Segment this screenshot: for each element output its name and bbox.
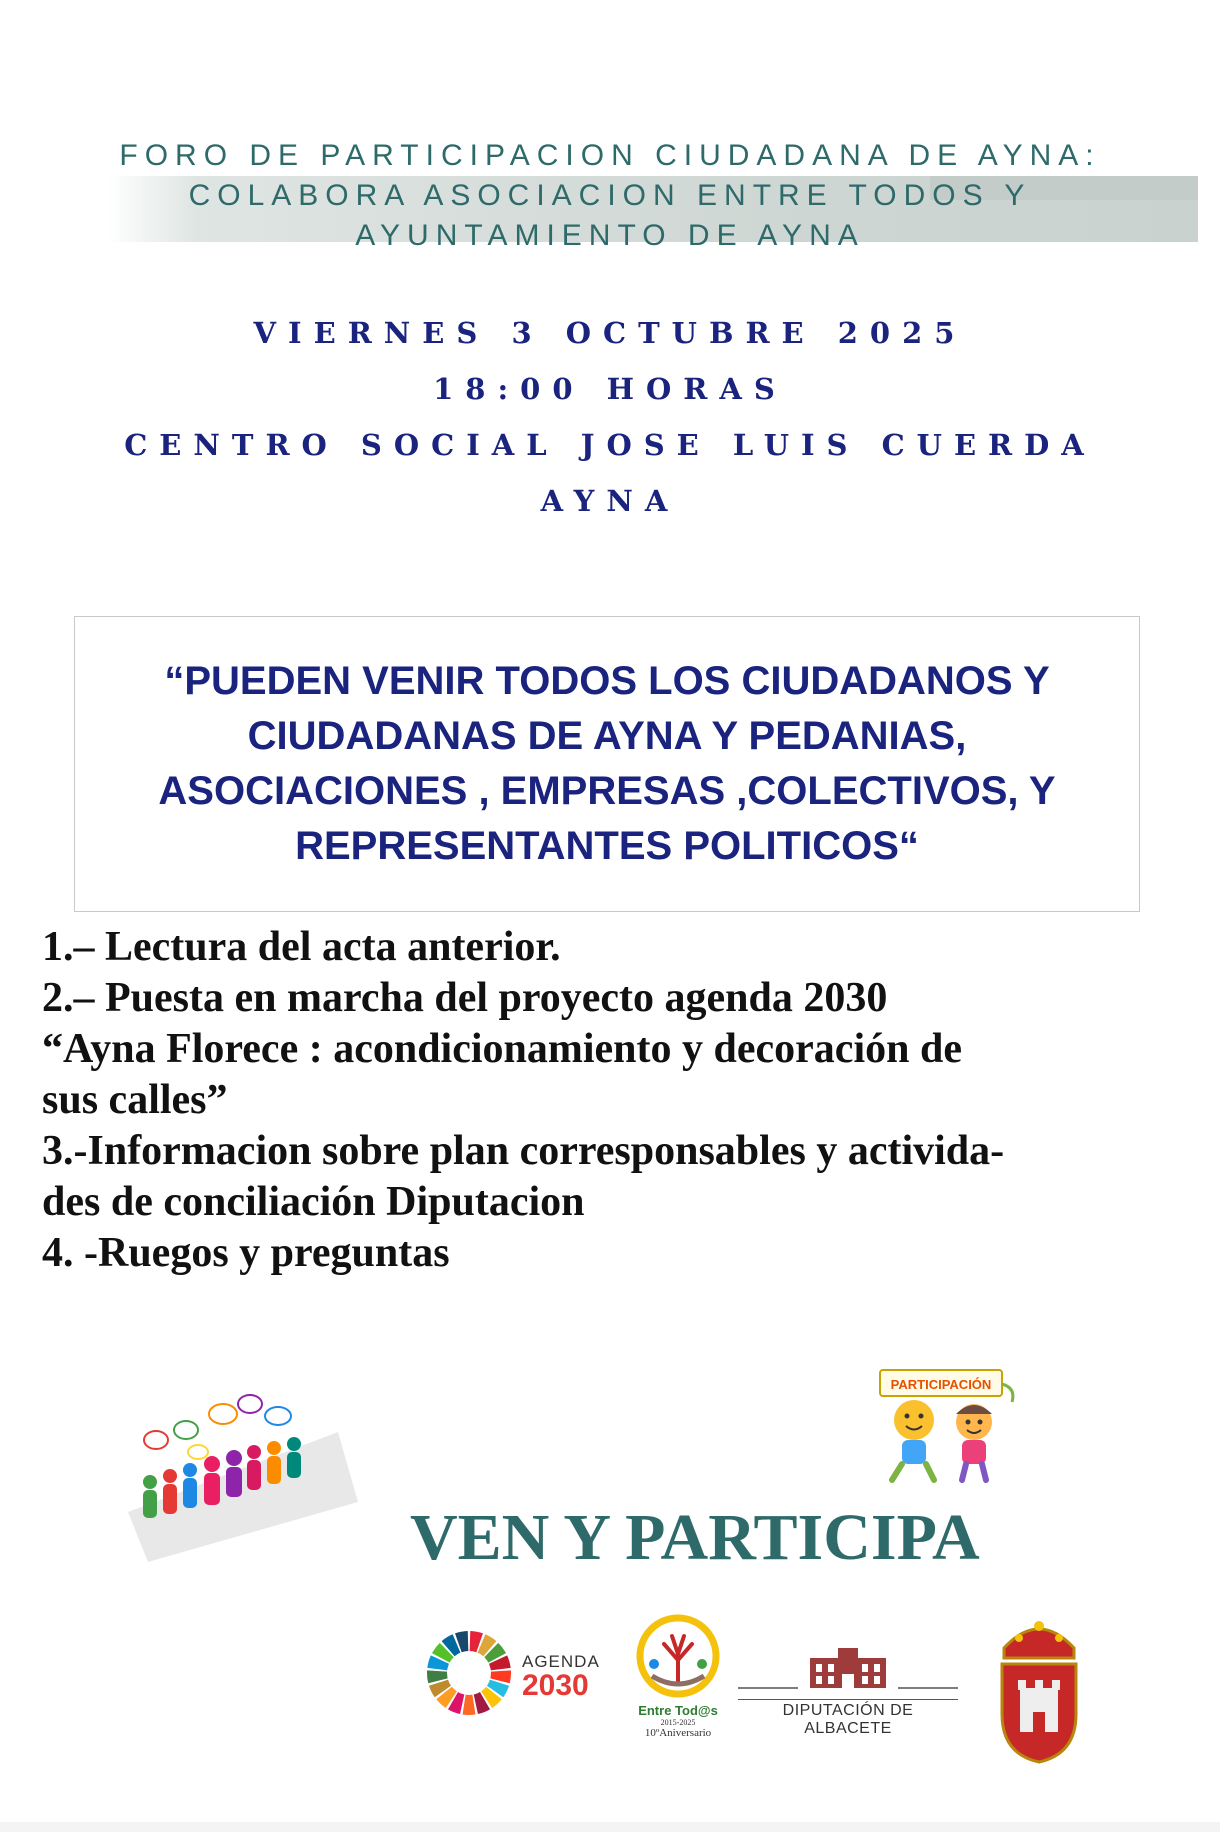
entre-todos-name: Entre Tod@s [638, 1703, 718, 1718]
agenda-logo-word: AGENDA [522, 1652, 600, 1671]
diputacion-name: DIPUTACIÓN DE ALBACETE [738, 1699, 958, 1738]
invitation-text [87, 654, 1127, 874]
invitation-line-3: ASOCIACIONES , EMPRESAS ,COLECTIVOS, Y [158, 769, 1056, 813]
invitation-line-1: “PUEDEN VENIR TODOS LOS CIUDADANOS Y [164, 659, 1050, 703]
crowd-speech-bubbles-icon [128, 1392, 358, 1562]
entre-todos-years: 2015-2025 [660, 1718, 696, 1727]
invitation-line-2: CIUDADANAS DE AYNA Y PEDANIAS, [247, 714, 967, 758]
agenda-line-6: des de conciliación Diputacion [42, 1179, 585, 1225]
invitation-line-4: REPRESENTANTES POLITICOS“ [295, 824, 919, 868]
agenda-list [42, 922, 1202, 1279]
agenda-line-5: 3.-Informacion sobre plan corresponsables y activida- [42, 1128, 1005, 1174]
bottom-strip [0, 1822, 1220, 1832]
kids-sign-label: PARTICIPACIÓN [890, 1377, 992, 1392]
agenda-2030-logo [522, 1652, 600, 1700]
entre-todos-emblem-icon [632, 1614, 724, 1698]
cta-heading: VEN Y PARTICIPA [410, 1501, 980, 1574]
invitation-box [74, 616, 1140, 912]
event-time: 18:00 HORAS [433, 372, 787, 406]
agenda-line-3: “Ayna Florece : acondicionamiento y decoración de [42, 1026, 962, 1072]
sdg-wheel-icon [424, 1628, 514, 1718]
entre-todos-anniversary: 10ºAniversario [644, 1727, 712, 1739]
forum-title-line-1: FORO DE PARTICIPACION CIUDADANA DE AYNA: [119, 139, 1101, 172]
forum-title-line-3: AYUNTAMIENTO DE AYNA [355, 219, 865, 252]
agenda-line-2: 2.– Puesta en marcha del proyecto agenda 2030 [42, 975, 888, 1021]
agenda-line-4: sus calles” [42, 1077, 228, 1123]
coat-of-arms-icon [994, 1614, 1084, 1764]
kids-participation-sign-icon [876, 1366, 1036, 1484]
agenda-line-1: 1.– Lectura del acta anterior. [42, 924, 561, 970]
forum-title-line-2: COLABORA ASOCIACION ENTRE TODOS Y [188, 179, 1032, 212]
agenda-line-7: 4. -Ruegos y preguntas [42, 1230, 450, 1276]
event-date: VIERNES 3 OCTUBRE 2025 [253, 316, 967, 350]
event-town: AYNA [540, 484, 680, 518]
entre-todos-logo [632, 1614, 724, 1738]
diputacion-logo [738, 1644, 958, 1738]
forum-title [60, 136, 1160, 256]
agenda-logo-year: 2030 [522, 1669, 589, 1702]
event-venue: CENTRO SOCIAL JOSE LUIS CUERDA [124, 428, 1096, 462]
diputacion-building-icon [738, 1644, 958, 1690]
